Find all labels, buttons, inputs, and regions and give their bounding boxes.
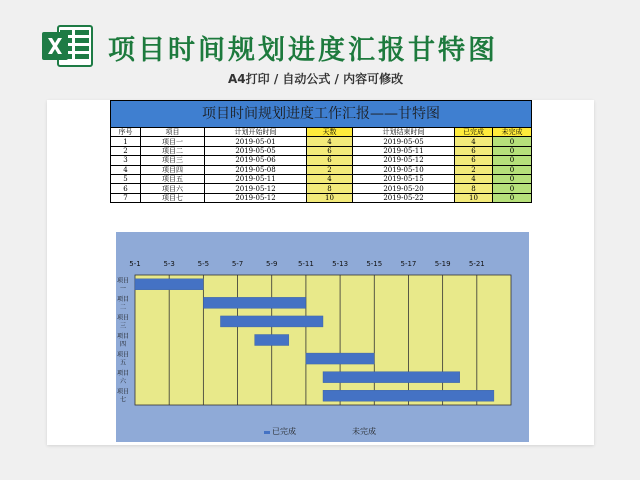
table-cell: 2019-05-12 xyxy=(205,193,307,202)
x-tick-label: 5-21 xyxy=(468,260,485,268)
y-category-label: 二 xyxy=(119,303,127,311)
y-category-label: 项目 xyxy=(116,351,130,359)
x-tick-label: 5-11 xyxy=(297,260,314,268)
bar-done xyxy=(203,297,306,308)
x-tick-label: 5-17 xyxy=(400,260,417,268)
table-cell: 0 xyxy=(493,146,532,155)
x-tick-label: 5-9 xyxy=(266,260,278,268)
bar-done xyxy=(220,316,323,327)
table-cell: 项目五 xyxy=(141,174,205,183)
table-cell: 4 xyxy=(455,137,493,146)
table-cell: 4 xyxy=(111,165,141,174)
table-cell: 2 xyxy=(455,165,493,174)
y-category-label: 三 xyxy=(119,322,127,330)
y-category-label: 项目 xyxy=(116,295,130,303)
table-cell: 2019-05-11 xyxy=(353,146,455,155)
table-cell: 0 xyxy=(493,156,532,165)
y-category-label: 项目 xyxy=(116,333,130,340)
page-subtitle: A4打印 / 自动公式 / 内容可修改 xyxy=(228,72,404,86)
table-cell: 7 xyxy=(111,193,141,202)
table-cell: 6 xyxy=(307,156,353,165)
table-cell: 2019-05-20 xyxy=(353,184,455,193)
x-tick-label: 5-13 xyxy=(332,260,349,268)
y-category-label: 七 xyxy=(119,396,127,404)
bar-done xyxy=(255,335,289,346)
table-cell: 6 xyxy=(455,146,493,155)
table-cell: 2019-05-01 xyxy=(205,137,307,146)
table-cell: 项目三 xyxy=(141,156,205,165)
y-category-label: 六 xyxy=(119,378,127,386)
table-cell: 2 xyxy=(307,165,353,174)
table-cell: 8 xyxy=(455,184,493,193)
legend-label-todo: 未完成 xyxy=(352,427,376,436)
y-category-label: 四 xyxy=(119,341,127,348)
table-cell: 2019-05-05 xyxy=(205,146,307,155)
table-cell: 项目六 xyxy=(141,184,205,193)
table-cell: 4 xyxy=(307,137,353,146)
x-tick-label: 5-1 xyxy=(129,260,141,268)
y-category-label: 五 xyxy=(119,359,127,367)
table-cell: 1 xyxy=(111,137,141,146)
table-cell: 2019-05-22 xyxy=(353,193,455,202)
x-tick-label: 5-3 xyxy=(163,260,175,268)
x-tick-label: 5-19 xyxy=(434,260,451,268)
table-cell: 2019-05-11 xyxy=(205,174,307,183)
plot-area xyxy=(135,275,511,405)
y-category-label: 一 xyxy=(119,285,127,293)
y-category-label: 项目 xyxy=(116,388,130,396)
table-cell: 3 xyxy=(111,156,141,165)
table-cell: 2019-05-10 xyxy=(353,165,455,174)
bar-done xyxy=(135,279,203,290)
legend-swatch-done xyxy=(264,431,270,434)
table-cell: 项目二 xyxy=(141,146,205,155)
y-category-label: 项目 xyxy=(116,277,130,285)
table-cell: 2019-05-12 xyxy=(205,184,307,193)
y-category-label: 项目 xyxy=(116,314,130,322)
column-header: 项目 xyxy=(141,128,205,137)
table-cell: 项目四 xyxy=(141,165,205,174)
table-cell: 4 xyxy=(307,174,353,183)
sheet-title: 项目时间规划进度工作汇报——甘特图 xyxy=(111,101,532,128)
table-cell: 0 xyxy=(493,174,532,183)
table-cell: 6 xyxy=(307,146,353,155)
legend-label-done: 已完成 xyxy=(272,427,296,436)
page-title: 项目时间规划进度汇报甘特图 xyxy=(108,35,498,66)
table-cell: 10 xyxy=(307,193,353,202)
column-header: 天数 xyxy=(307,128,353,137)
column-header: 已完成 xyxy=(455,128,493,137)
column-header: 计划结束时间 xyxy=(353,128,455,137)
y-category-label: 项目 xyxy=(116,370,130,378)
table-cell: 0 xyxy=(493,193,532,202)
table-cell: 6 xyxy=(111,184,141,193)
table-cell: 2019-05-06 xyxy=(205,156,307,165)
x-tick-label: 5-5 xyxy=(197,260,210,268)
table-cell: 2019-05-15 xyxy=(353,174,455,183)
table-cell: 10 xyxy=(455,193,493,202)
table-cell: 0 xyxy=(493,184,532,193)
table-cell: 项目一 xyxy=(141,137,205,146)
table-cell: 6 xyxy=(455,156,493,165)
table-cell: 0 xyxy=(493,165,532,174)
bar-done xyxy=(323,372,460,383)
x-tick-label: 5-15 xyxy=(366,260,383,268)
table-cell: 5 xyxy=(111,174,141,183)
table-cell: 0 xyxy=(493,137,532,146)
column-header: 未完成 xyxy=(493,128,532,137)
table-cell: 4 xyxy=(455,174,493,183)
table-cell: 项目七 xyxy=(141,193,205,202)
table-cell: 2019-05-08 xyxy=(205,165,307,174)
x-tick-label: 5-7 xyxy=(231,260,244,268)
table-cell: 2 xyxy=(111,146,141,155)
bar-done xyxy=(323,390,494,401)
column-header: 序号 xyxy=(111,128,141,137)
column-header: 计划开始时间 xyxy=(205,128,307,137)
table-cell: 2019-05-05 xyxy=(353,137,455,146)
table-cell: 2019-05-12 xyxy=(353,156,455,165)
bar-done xyxy=(306,353,374,364)
table-cell: 8 xyxy=(307,184,353,193)
